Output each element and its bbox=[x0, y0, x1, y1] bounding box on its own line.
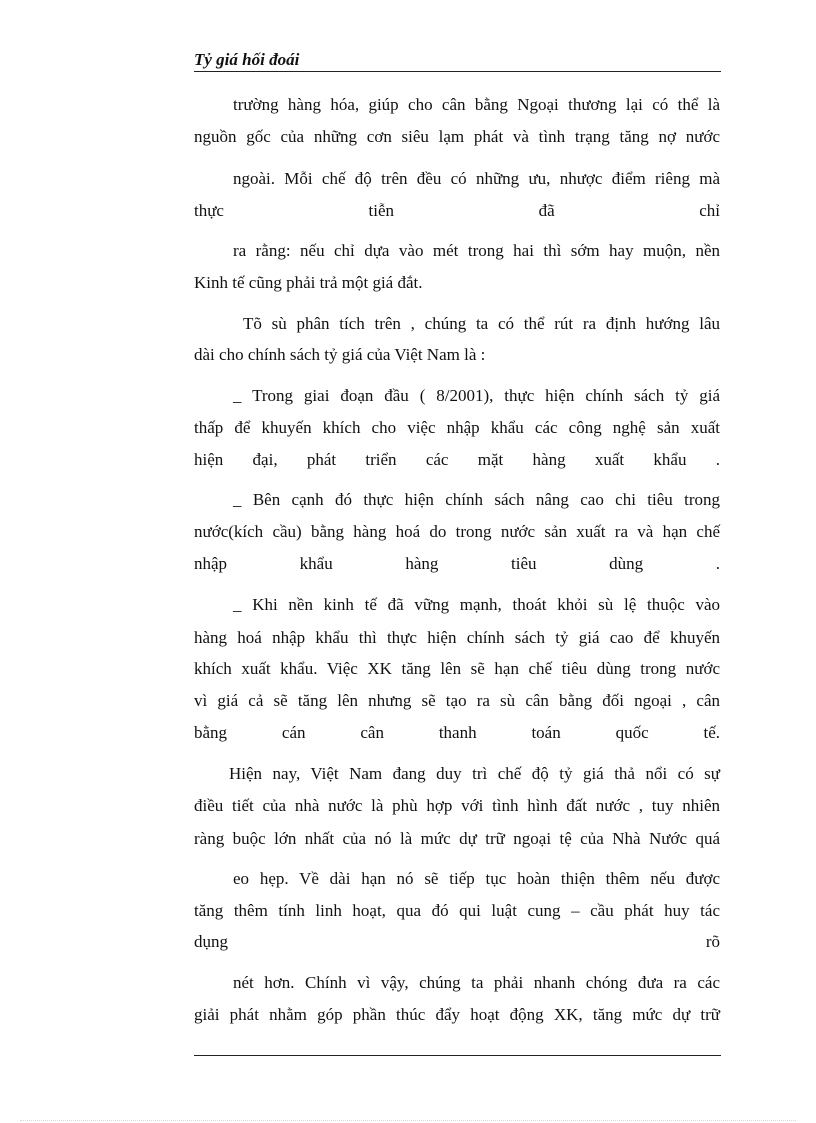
text-line: thấp để khuyến khích cho việc nhập khẩu các công nghệ sản xuất bbox=[194, 418, 720, 437]
text-line: _ Khi nền kinh tế đã vững mạnh, thoát khỏi sù lệ thuộc vào bbox=[233, 595, 720, 614]
text-line: trường hàng hóa, giúp cho cân bằng Ngoại thương lại có thể là bbox=[233, 95, 720, 114]
text-line: _ Trong giai đoạn đầu ( 8/2001), thực hiện chính sách tỷ giá bbox=[233, 386, 720, 405]
text-line: nét hơn. Chính vì vậy, chúng ta phải nhanh chóng đưa ra các bbox=[233, 973, 720, 992]
footer-rule bbox=[194, 1055, 721, 1056]
text-line: _ Bên cạnh đó thực hiện chính sách nâng cao chi tiêu trong bbox=[233, 490, 720, 509]
text-line: hàng hoá nhập khẩu thì thực hiện chính sách tỷ giá cao để khuyến bbox=[194, 628, 720, 647]
text-line: ràng buộc lớn nhất của nó là mức dự trữ ngoại tệ của Nhà Nước quá bbox=[194, 829, 720, 848]
text-line: thực tiễn đã chỉ bbox=[194, 201, 720, 220]
text-line: nguồn gốc của những cơn siêu lạm phát và tình trạng tăng nợ nước bbox=[194, 127, 720, 146]
text-line: ngoài. Mỗi chế độ trên đều có những ưu, nhược điểm riêng mà bbox=[233, 169, 720, 188]
text-line: Hiện nay, Việt Nam đang duy trì chế độ tỷ giá thả nổi có sự bbox=[229, 764, 720, 783]
text-line: khích xuất khẩu. Việc XK tăng lên sẽ hạn chế tiêu dùng trong nước bbox=[194, 659, 720, 678]
text-line: nước(kích cầu) bằng hàng hoá do trong nước sản xuất ra và hạn chế bbox=[194, 522, 720, 541]
text-line: ra rằng: nếu chỉ dựa vào mét trong hai thì sớm hay muộn, nền bbox=[233, 241, 720, 260]
text-line: bằng cán cân thanh toán quốc tế. bbox=[194, 723, 720, 742]
text-line: eo hẹp. Về dài hạn nó sẽ tiếp tục hoàn thiện thêm nếu được bbox=[233, 869, 720, 888]
text-line: vì giá cả sẽ tăng lên nhưng sẽ tạo ra sù cân bằng đối ngoại , cân bbox=[194, 691, 720, 710]
text-line: Kinh tế cũng phải trả một giá đắt. bbox=[194, 273, 423, 292]
text-line: dụng rõ bbox=[194, 932, 720, 951]
page-edge-divider bbox=[20, 1120, 796, 1121]
text-line: điều tiết của nhà nước là phù hợp với tình hình đất nước , tuy nhiên bbox=[194, 796, 720, 815]
text-line: nhập khẩu hàng tiêu dùng . bbox=[194, 554, 720, 573]
page-header-title: Tỷ giá hối đoái bbox=[194, 50, 300, 69]
header-rule bbox=[194, 71, 721, 72]
text-line: Tõ sù phân tích trên , chúng ta có thể rút ra định hướng lâu bbox=[243, 314, 720, 333]
text-line: dài cho chính sách tỷ giá của Việt Nam là : bbox=[194, 345, 486, 364]
text-line: giải phát nhằm góp phần thúc đẩy hoạt động XK, tăng mức dự trữ bbox=[194, 1005, 720, 1024]
text-line: tăng thêm tính linh hoạt, qua đó qui luật cung – cầu phát huy tác bbox=[194, 901, 720, 920]
text-line: hiện đại, phát triển các mặt hàng xuất khẩu . bbox=[194, 450, 720, 469]
